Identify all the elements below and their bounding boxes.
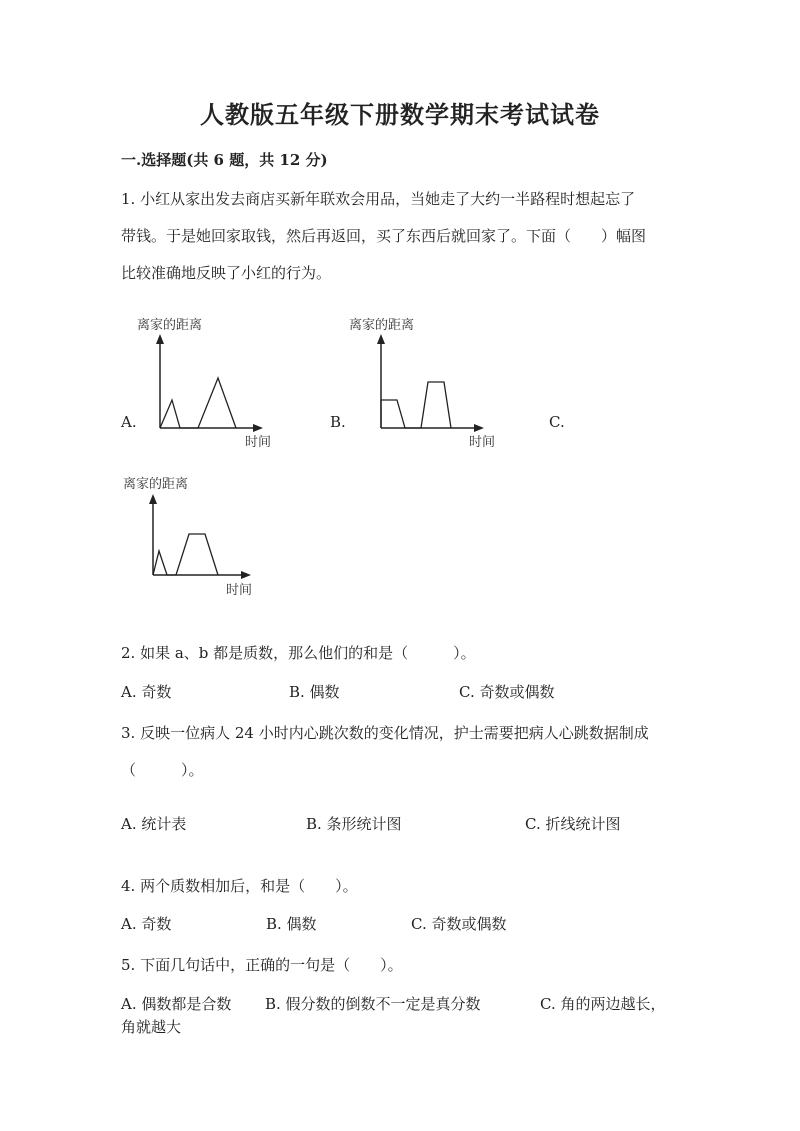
q5-stem: 5. 下面几句话中，正确的一句是（ ）。 [121,956,403,974]
graph-b-path [381,382,451,428]
q2-option-a[interactable]: A. 奇数 [121,683,172,701]
q1-option-c-label[interactable]: C. [549,413,565,431]
q1-graph-a [135,312,280,452]
q1-stem-line-3: 比较准确地反映了小红的行为。 [121,264,332,282]
graph-a-path [160,378,236,428]
graph-c-xlabel: 时间 [226,583,253,598]
graph-b-xlabel: 时间 [469,435,496,450]
graph-a-xlabel: 时间 [245,435,272,450]
q5-option-c-continuation: 角就越大 [121,1018,182,1036]
q4-option-a[interactable]: A. 奇数 [121,915,172,933]
q3-stem-continuation: （ ）。 [121,761,204,779]
graph-b-ylabel: 离家的距离 [349,318,415,333]
q2-stem: 2. 如果 a、b 都是质数，那么他们的和是（ ）。 [121,644,476,662]
q1-graph-c [121,472,266,607]
page-title: 人教版五年级下册数学期末考试试卷 [200,100,600,129]
q3-option-b[interactable]: B. 条形统计图 [306,815,402,833]
q4-option-b[interactable]: B. 偶数 [266,915,317,933]
q1-stem-line-1: 1. 小红从家出发去商店买新年联欢会用品，当她走了大约一半路程时想起忘了 [121,190,636,208]
q3-stem: 3. 反映一位病人 24 小时内心跳次数的变化情况，护士需要把病人心跳数据制成 [121,724,649,742]
graph-c-ylabel: 离家的距离 [123,477,189,492]
q3-option-a[interactable]: A. 统计表 [121,815,187,833]
section-heading: 一.选择题(共 6 题，共 12 分) [121,151,328,169]
q3-option-c[interactable]: C. 折线统计图 [525,815,621,833]
q2-option-b[interactable]: B. 偶数 [289,683,340,701]
q5-option-c[interactable]: C. 角的两边越长， [540,995,666,1013]
q1-option-a-label[interactable]: A. [121,413,137,431]
q5-option-a[interactable]: A. 偶数都是合数 [121,995,232,1013]
q5-option-b[interactable]: B. 假分数的倒数不一定是真分数 [265,995,481,1013]
q1-stem-line-2: 带钱。于是她回家取钱，然后再返回，买了东西后就回家了。下面（ ）幅图 [121,227,647,245]
graph-c-path [153,534,218,575]
q1-option-b-label[interactable]: B. [330,413,346,431]
graph-a-ylabel: 离家的距离 [137,318,203,333]
q4-stem: 4. 两个质数相加后，和是（ ）。 [121,877,358,895]
q2-option-c[interactable]: C. 奇数或偶数 [459,683,555,701]
q4-option-c[interactable]: C. 奇数或偶数 [411,915,507,933]
q1-graph-b [347,312,502,452]
